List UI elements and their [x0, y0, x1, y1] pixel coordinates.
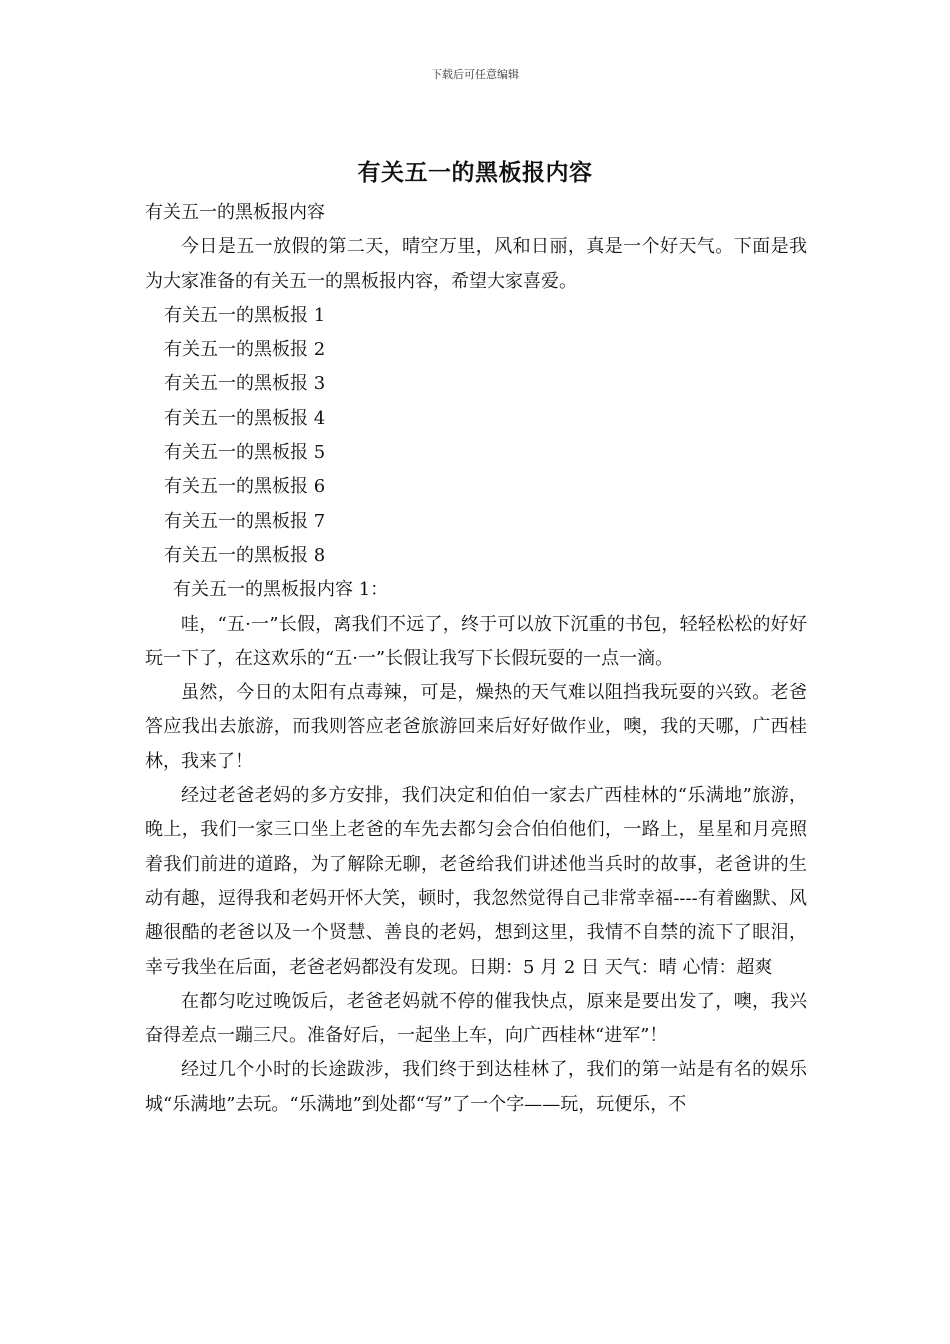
toc-item: 有关五一的黑板报 2	[164, 339, 326, 361]
body-paragraph: 在都匀吃过晚饭后，老爸老妈就不停的催我快点，原来是要出发了，噢，我兴奋得差点一蹦三尺。准备好后，一起坐上车，向广西桂林“进军”！	[145, 990, 807, 1047]
toc-item: 有关五一的黑板报 5	[164, 442, 326, 464]
download-editable-note: 下载后可任意编辑	[431, 68, 519, 81]
toc-item: 有关五一的黑板报 8	[164, 544, 326, 566]
toc-item: 有关五一的黑板报 4	[164, 407, 326, 429]
body-paragraph: 经过几个小时的长途跋涉，我们终于到达桂林了，我们的第一站是有名的娱乐城“乐满地”去玩。“乐满地”到处都“写”了一个字——玩，玩便乐，不	[145, 1059, 807, 1115]
body-paragraph: 经过老爸老妈的多方安排，我们决定和伯伯一家去广西桂林的“乐满地”旅游，晚上，我们一家三口坐上老爸的车先去都匀会合伯伯他们，一路上，星星和月亮照着我们前进的道路，为了解除无聊，老爸给我们讲述他当兵时的故事，老爸讲的生动有趣，逗得我和老妈开怀大笑，顿时，我忽然觉得自己非常幸福----有着幽默、风趣很酷的老爸以及一个贤慧、善良的老妈，想到这里，我情不自禁的流下了眼泪，幸亏我坐在后面，老爸老妈都没有发现。日期：5 月 2 日 天气：晴 心情：超爽	[145, 785, 807, 978]
toc-item: 有关五一的黑板报 6	[164, 476, 326, 498]
body-paragraph: 哇，“五·一”长假，离我们不远了，终于可以放下沉重的书包，轻轻松松的好好玩一下了，在这欢乐的“五·一”长假让我写下长假玩耍的一点一滴。	[145, 613, 807, 669]
toc-item: 有关五一的黑板报 7	[164, 510, 326, 532]
section-heading: 有关五一的黑板报内容 1：	[173, 579, 389, 601]
document-title: 有关五一的黑板报内容	[357, 159, 593, 186]
table-of-contents	[145, 299, 807, 573]
toc-item: 有关五一的黑板报 1	[164, 304, 326, 326]
document-body	[145, 196, 807, 1122]
intro-paragraph: 今日是五一放假的第二天，晴空万里，风和日丽，真是一个好天气。下面是我为大家准备的有关五一的黑板报内容，希望大家喜爱。	[145, 236, 807, 292]
toc-item: 有关五一的黑板报 3	[164, 373, 326, 395]
document-subtitle: 有关五一的黑板报内容	[145, 202, 325, 223]
body-paragraph: 虽然，今日的太阳有点毒辣，可是，燥热的天气难以阻挡我玩耍的兴致。老爸答应我出去旅游，而我则答应老爸旅游回来后好好做作业，噢，我的天哪，广西桂林，我来了！	[145, 682, 807, 772]
